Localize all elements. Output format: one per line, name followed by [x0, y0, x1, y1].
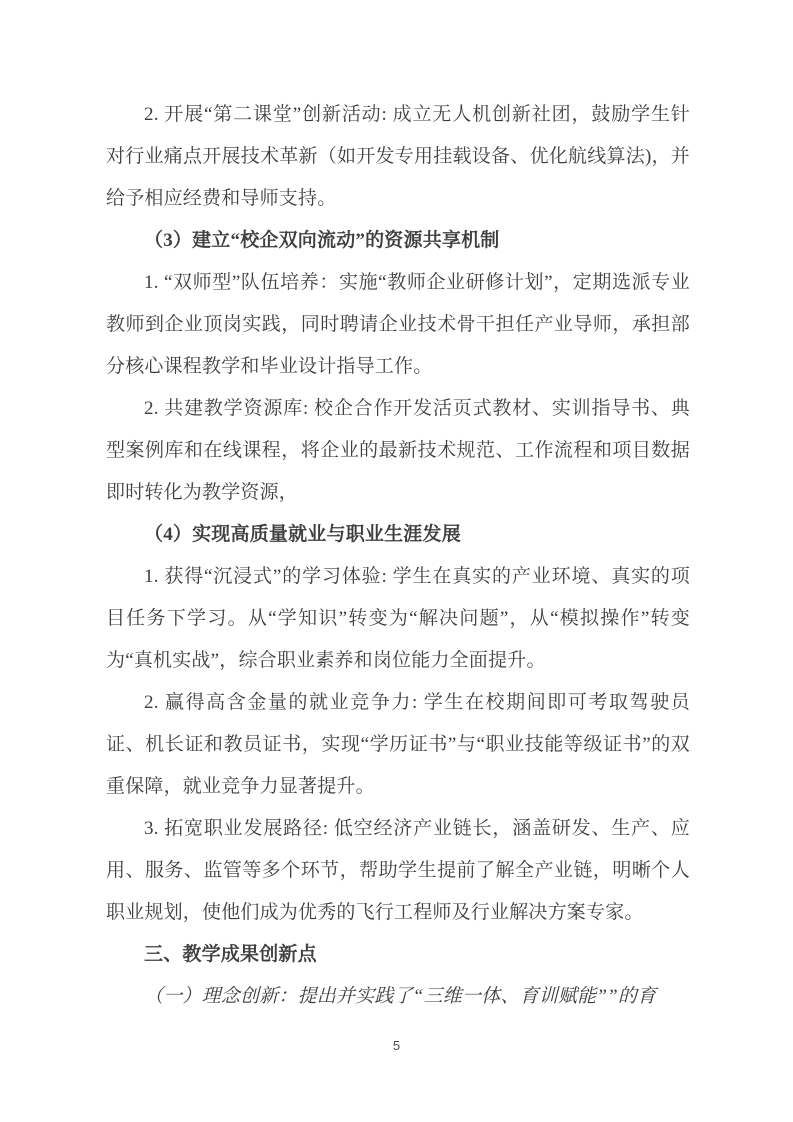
paragraph-dual-teacher-training: 1. “双师型”队伍培养：实施“教师企业研修计划”，定期选派专业教师到企业顶岗实践，同时聘请企业技术骨干担任产业导师，承担部分核心课程教学和毕业设计指导工作。	[106, 272, 690, 377]
paragraph-employment-competitiveness: 2. 赢得高含金量的就业竞争力: 学生在校期间即可考取驾驶员证、机长证和教员证书，实现“学历证书”与“职业技能等级证书”的双重保障，就业竞争力显著提升。	[106, 692, 690, 797]
heading-innovation-points: 三、教学成果创新点	[144, 944, 317, 965]
heading-high-quality-employment: （4）实现高质量就业与职业生涯发展	[144, 524, 461, 545]
heading-resource-sharing: （3）建立“校企双向流动”的资源共享机制	[144, 230, 500, 251]
paragraph-second-classroom: 2. 开展“第二课堂”创新活动: 成立无人机创新社团，鼓励学生针对行业痛点开展技术革新（如开发专用挂载设备、优化航线算法)，并给予相应经费和导师支持。	[106, 104, 690, 209]
paragraph-teaching-resource-bank: 2. 共建教学资源库: 校企合作开发活页式教材、实训指导书、典型案例库和在线课程，将企业的最新技术规范、工作流程和项目数据即时转化为教学资源，	[106, 398, 690, 503]
paragraph-concept-innovation: （一）理念创新：提出并实践了“三维一体、育训赋能””的育	[144, 986, 657, 1007]
paragraph-immersive-learning: 1. 获得“沉浸式”的学习体验: 学生在真实的产业环境、真实的项目任务下学习。从“学知识”转变为“解决问题”，从“模拟操作”转变为“真机实战”，综合职业素养和岗位能力全面提升。	[106, 566, 690, 671]
document-body	[106, 94, 690, 1018]
page-number: 5	[392, 1038, 401, 1053]
paragraph-career-path: 3. 拓宽职业发展路径: 低空经济产业链长，涵盖研发、生产、应用、服务、监管等多个环节，帮助学生提前了解全产业链，明晰个人职业规划，使他们成为优秀的飞行工程师及行业解决方案专家。	[106, 818, 690, 923]
